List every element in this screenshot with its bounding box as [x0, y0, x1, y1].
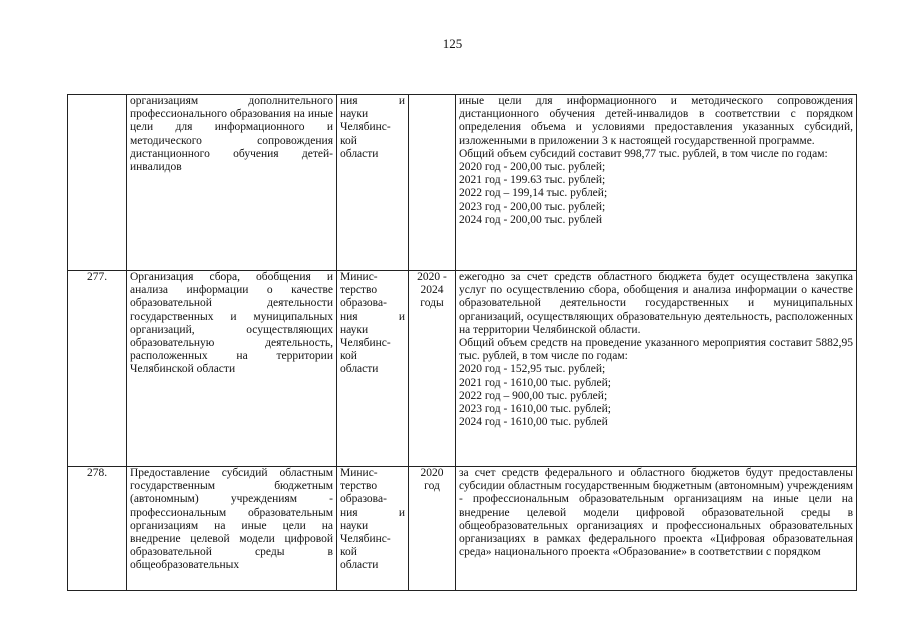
executor-line: области — [340, 363, 379, 376]
table-row — [68, 271, 857, 467]
executor-line: кой — [340, 134, 357, 147]
year-amount: 2021 год - 1610,00 тыс. рублей; — [459, 376, 611, 389]
row-number: 277. — [68, 271, 127, 467]
executor-line: ния и — [340, 506, 405, 519]
years-cell: 2020 - 2024 годы — [409, 271, 456, 467]
executor-line: ния и — [340, 310, 405, 323]
measures-table — [67, 94, 857, 591]
year-amount: 2024 год - 200,00 тыс. рублей — [459, 213, 603, 226]
row-number — [68, 95, 127, 271]
executor-line: Челябинс- — [340, 337, 391, 350]
measure-title: Организация сбора, обобщения и анализа информации о качестве образовательной деятельности государственных и муниципальных организаций, осуществляющих образовательную деятельность, расположенных на территории Челябинской области — [127, 271, 337, 467]
executor-cell — [337, 467, 409, 591]
row-number: 278. — [68, 467, 127, 591]
year-amount: 2023 год - 200,00 тыс. рублей; — [459, 200, 606, 213]
executor-cell — [337, 271, 409, 467]
executor-line: образова- — [340, 297, 387, 310]
executor-line: Челябинс- — [340, 533, 391, 546]
description-cell — [456, 95, 857, 271]
executor-line: кой — [340, 350, 357, 363]
total-amount: Общий объем субсидий составит 998,77 тыс. рублей, в том числе по годам: — [459, 147, 828, 160]
table-row — [68, 467, 857, 591]
executor-line: области — [340, 559, 379, 572]
executor-line: терство — [340, 284, 378, 297]
year-amount: 2020 год - 152,95 тыс. рублей; — [459, 363, 606, 376]
executor-line: науки — [340, 108, 369, 121]
executor-line: терство — [340, 480, 378, 493]
executor-line: науки — [340, 519, 369, 532]
measure-title: организациям дополнительного профессионального образования на иные цели для информационного и методического сопровождения дистанционного обучения детей-инвалидов — [127, 95, 337, 271]
executor-cell — [337, 95, 409, 271]
description-text: иные цели для информационного и методического сопровождения дистанционного обучения детей-инвалидов в соответствии с порядком определения объема и условиями предоставления указанных субсидий, изложенными в приложении 3 к настоящей государственной программе. — [459, 95, 853, 147]
year-amount: 2022 год – 900,00 тыс. рублей; — [459, 389, 608, 402]
description-text: ежегодно за счет средств областного бюджета будет осуществлена закупка услуг по осуществлению сбора, обобщения и анализа информации о качестве образовательной деятельности государственных и муниципальных организаций, осуществляющих образовательную деятельность, расположенных на территории Челябинской области. — [459, 271, 853, 336]
executor-line: науки — [340, 323, 369, 336]
years-cell — [409, 95, 456, 271]
table-row — [68, 95, 857, 271]
year-amount: 2020 год - 200,00 тыс. рублей; — [459, 161, 606, 174]
year-amount: 2022 год – 199,14 тыс. рублей; — [459, 187, 608, 200]
description-cell: за счет средств федерального и областного бюджетов будут предоставлены субсидии областным государственным бюджетным (автономным) учреждениям - профессиональным образовательным организациям на иные цели на внедрение целевой модели цифровой образовательной среды в общеобразовательных организациях и профессиональных образовательных организациях в рамках федерального проекта «Цифровая образовательная среда» национального проекта «Образование» в соответствии с порядком — [456, 467, 857, 591]
executor-line: области — [340, 147, 379, 160]
years-cell: 2020 год — [409, 467, 456, 591]
executor-line: кой — [340, 546, 357, 559]
description-cell — [456, 271, 857, 467]
executor-line: Минис- — [340, 271, 378, 283]
page-number: 125 — [442, 36, 463, 51]
year-amount: 2024 год - 1610,00 тыс. рублей — [459, 416, 608, 429]
executor-line: Минис- — [340, 467, 378, 479]
executor-line: образова- — [340, 493, 387, 506]
year-amount: 2023 год - 1610,00 тыс. рублей; — [459, 403, 611, 416]
year-amount: 2021 год - 199.63 тыс. рублей; — [459, 174, 606, 187]
total-amount: Общий объем средств на проведение указанного мероприятия составит 5882,95 тыс. рублей, в том числе по годам: — [459, 337, 853, 363]
measure-title: Предоставление субсидий областным государственным бюджетным (автономным) учреждениям - профессиональным образовательным организациям на иные цели на внедрение целевой модели цифровой образовательной среды в общеобразовательных — [127, 467, 337, 591]
executor-line: ния и — [340, 95, 405, 107]
executor-line: Челябинс- — [340, 121, 391, 134]
